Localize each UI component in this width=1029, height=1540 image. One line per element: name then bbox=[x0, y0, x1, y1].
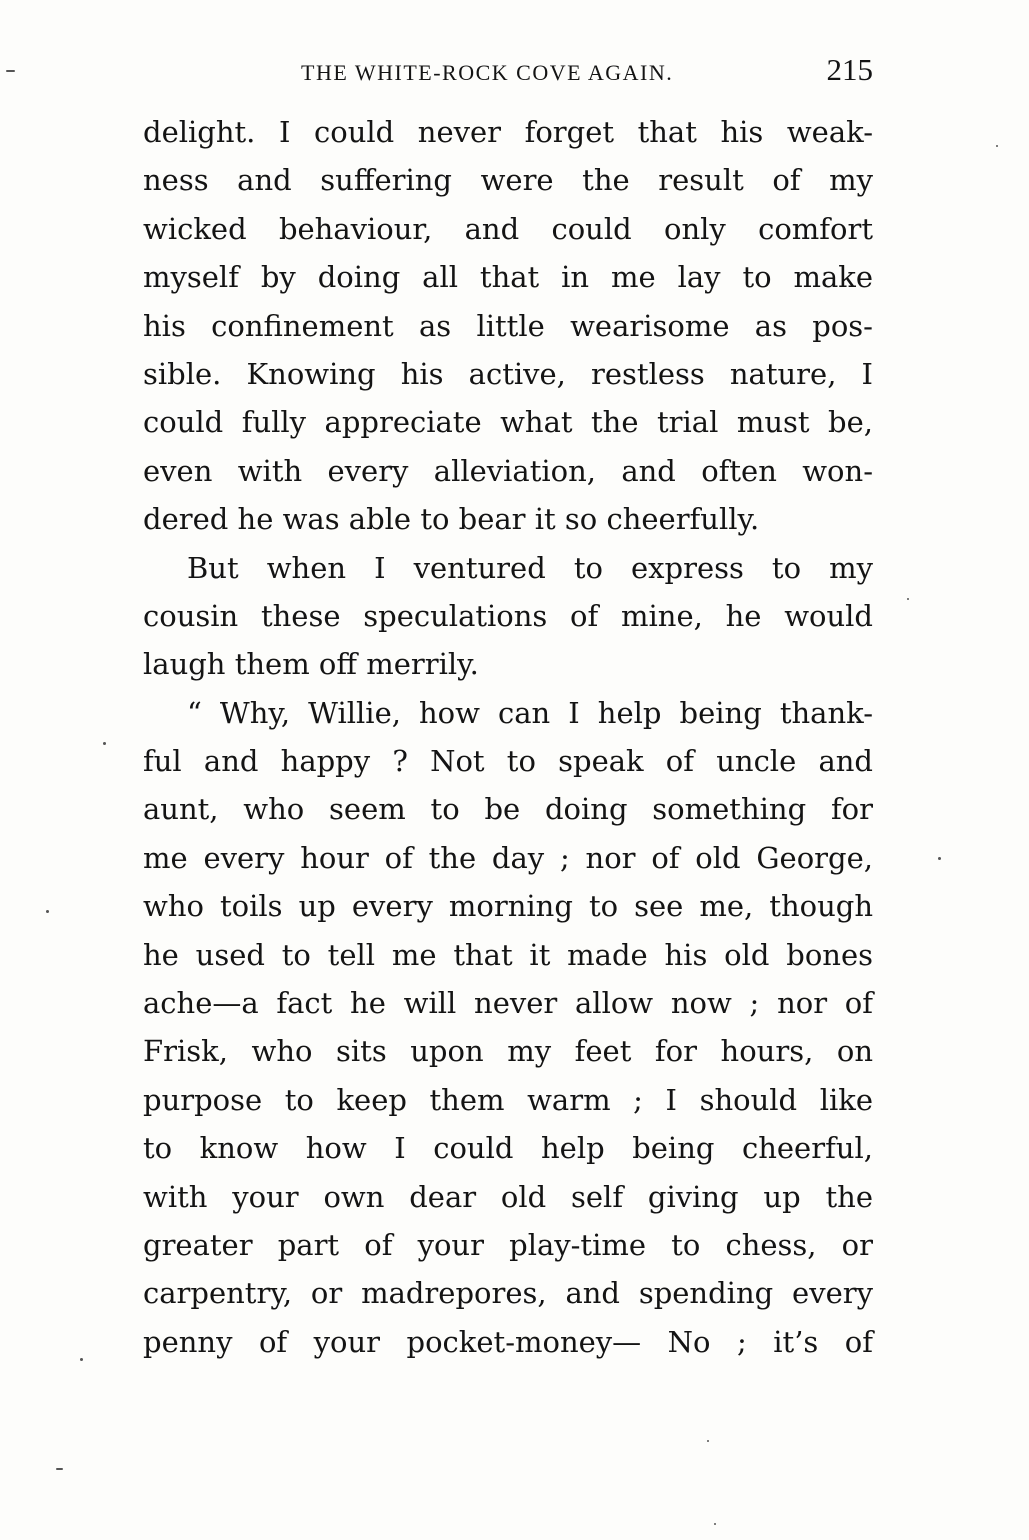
page-header bbox=[145, 52, 875, 92]
text-line: myself by doing all that in me lay to make bbox=[143, 260, 873, 295]
text-line: dered he was able to bear it so cheerfully. bbox=[143, 502, 760, 537]
scan-speck bbox=[103, 742, 106, 745]
text-line: delight. I could never forget that his weak- bbox=[143, 115, 873, 149]
scan-speck bbox=[907, 598, 909, 600]
text-line: with your own dear old self giving up the bbox=[143, 1179, 873, 1214]
text-line: even with every alleviation, and often won- bbox=[143, 453, 873, 488]
text-line: could fully appreciate what the trial must be, bbox=[143, 405, 873, 440]
scan-speck bbox=[46, 910, 49, 913]
text-line: to know how I could help being cheerful, bbox=[143, 1131, 873, 1166]
text-line: me every hour of the day ; nor of old George, bbox=[143, 840, 873, 875]
text-line: carpentry, or madrepores, and spending every bbox=[143, 1276, 873, 1311]
text-line: penny of your pocket-money— No ; it’s of bbox=[143, 1324, 873, 1359]
text-line: he used to tell me that it made his old bones bbox=[143, 937, 873, 972]
paragraph-start-line: “ Why, Willie, how can I help being thank- bbox=[187, 695, 873, 730]
scan-speck bbox=[56, 1468, 63, 1470]
scan-speck bbox=[6, 70, 15, 72]
scan-speck bbox=[938, 857, 941, 860]
text-line: greater part of your play-time to chess, or bbox=[143, 1227, 873, 1262]
text-line: ness and suffering were the result of my bbox=[143, 163, 873, 198]
text-line: aunt, who seem to be doing something for bbox=[143, 792, 873, 827]
paragraph-start-line: But when I ventured to express to my bbox=[187, 550, 873, 585]
text-line: ful and happy ? Not to speak of uncle and bbox=[143, 744, 873, 779]
scan-speck bbox=[707, 1440, 709, 1442]
text-line: purpose to keep them warm ; I should like bbox=[143, 1082, 873, 1117]
body-text bbox=[143, 108, 873, 1366]
text-line: ache—a fact he will never allow now ; nor of bbox=[143, 986, 873, 1021]
scan-speck bbox=[996, 145, 998, 147]
running-head: THE WHITE-ROCK COVE AGAIN. bbox=[301, 60, 674, 85]
scan-speck bbox=[80, 1358, 83, 1361]
text-line: his confinement as little wearisome as pos- bbox=[143, 308, 873, 343]
text-line: cousin these speculations of mine, he would bbox=[143, 598, 873, 633]
text-line: Frisk, who sits upon my feet for hours, on bbox=[143, 1034, 873, 1069]
text-line: wicked behaviour, and could only comfort bbox=[143, 211, 873, 246]
text-line: sible. Knowing his active, restless nature, I bbox=[143, 356, 873, 391]
page-number: 215 bbox=[826, 52, 873, 87]
text-line: who toils up every morning to see me, though bbox=[143, 889, 873, 924]
text-line: laugh them off merrily. bbox=[143, 647, 479, 682]
scan-speck bbox=[714, 1523, 716, 1525]
